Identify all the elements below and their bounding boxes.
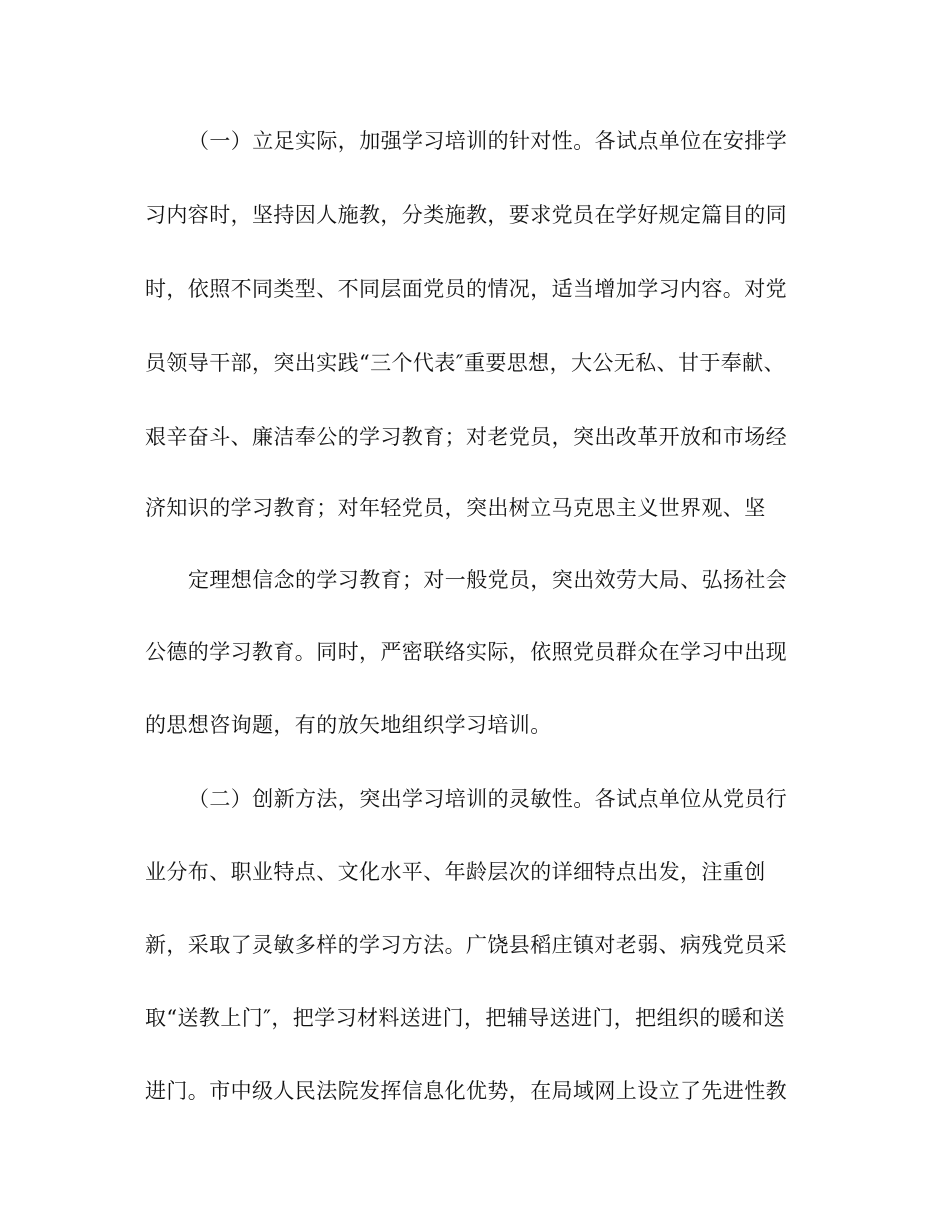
- text-line-5: 艰辛奋斗、廉洁奉公的学习教育；对老党员，突出改革开放和市场经: [145, 425, 787, 449]
- text-line-12: 新，采取了灵敏多样的学习方法。广饶县稻庄镇对老弱、病残党员采: [145, 933, 787, 957]
- text-line-9: 的思想咨询题，有的放矢地组织学习培训。: [145, 713, 552, 737]
- text-line-3: 时，依照不同类型、不同层面党员的情况，适当增加学习内容。对党: [145, 277, 787, 301]
- text-line-1: （一）立足实际，加强学习培训的针对性。各试点单位在安排学: [188, 129, 788, 153]
- text-line-11: 业分布、职业特点、文化水平、年龄层次的详细特点出发，注重创: [145, 860, 766, 884]
- text-line-10: （二）创新方法，突出学习培训的灵敏性。各试点单位从党员行: [188, 787, 788, 811]
- text-line-7: 定理想信念的学习教育；对一般党员，突出效劳大局、弘扬社会: [188, 568, 788, 592]
- text-line-14: 进门。市中级人民法院发挥信息化优势，在局域网上设立了先进性教: [145, 1079, 787, 1103]
- text-line-2: 习内容时，坚持因人施教，分类施教，要求党员在学好规定篇目的同: [145, 203, 787, 227]
- text-line-8: 公德的学习教育。同时，严密联络实际，依照党员群众在学习中出现: [145, 640, 787, 664]
- text-line-4: 员领导干部，突出实践“三个代表″重要思想，大公无私、甘于奉献、: [145, 351, 785, 375]
- text-line-6: 济知识的学习教育；对年轻党员，突出树立马克思主义世界观、坚: [145, 496, 766, 520]
- text-line-13: 取“送教上门″，把学习材料送进门，把辅导送进门，把组织的暖和送: [145, 1006, 785, 1030]
